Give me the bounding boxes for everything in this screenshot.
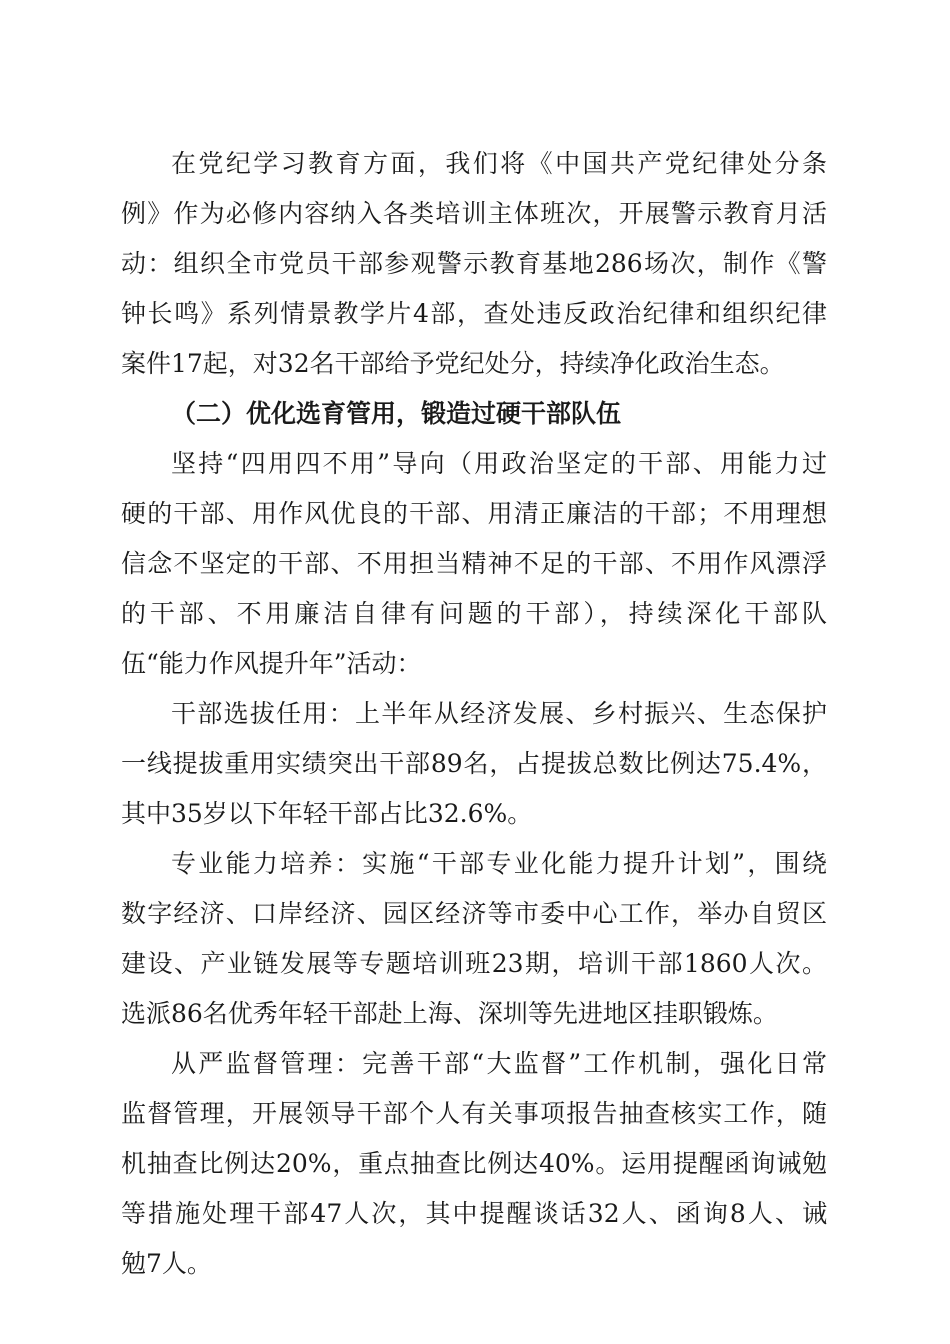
paragraph-2-line-3: 信念不坚定的干部、不用担当精神不足的干部、不用作风漂浮 — [121, 549, 827, 578]
paragraph-4-line-1: 专业能力培养：实施“干部专业化能力提升计划”，围绕 — [171, 849, 827, 878]
paragraph-3-line-2: 一线提拔重用实绩突出干部89名，占提拔总数比例达75.4%， — [121, 749, 827, 778]
paragraph-5-line-3: 机抽查比例达20%，重点抽查比例达40%。运用提醒函询诫勉 — [121, 1149, 827, 1178]
paragraph-4-line-4: 选派86名优秀年轻干部赴上海、深圳等先进地区挂职锻炼。 — [121, 999, 778, 1028]
paragraph-4-line-3: 建设、产业链发展等专题培训班23期，培训干部1860人次。 — [121, 949, 827, 978]
paragraph-1-line-5: 案件17起，对32名干部给予党纪处分，持续净化政治生态。 — [121, 349, 785, 378]
paragraph-5-line-1: 从严监督管理：完善干部“大监督”工作机制，强化日常 — [171, 1049, 827, 1078]
section-heading: （二）优化选育管用，锻造过硬干部队伍 — [171, 399, 622, 428]
paragraph-2-line-4: 的干部、不用廉洁自律有问题的干部），持续深化干部队 — [121, 599, 827, 628]
paragraph-2-line-5: 伍“能力作风提升年”活动： — [121, 649, 422, 678]
paragraph-5-line-2: 监督管理，开展领导干部个人有关事项报告抽查核实工作，随 — [121, 1099, 827, 1128]
paragraph-5-line-5: 勉7人。 — [121, 1249, 212, 1278]
paragraph-5-line-4: 等措施处理干部47人次，其中提醒谈话32人、函询8人、诫 — [121, 1199, 827, 1228]
paragraph-2-line-1: 坚持“四用四不用”导向（用政治坚定的干部、用能力过 — [171, 449, 827, 478]
paragraph-4-line-2: 数字经济、口岸经济、园区经济等市委中心工作，举办自贸区 — [121, 899, 827, 928]
paragraph-3-line-3: 其中35岁以下年轻干部占比32.6%。 — [121, 799, 533, 828]
paragraph-1-line-4: 钟长鸣》系列情景教学片4部，查处违反政治纪律和组织纪律 — [121, 299, 827, 328]
paragraph-3-line-1: 干部选拔任用：上半年从经济发展、乡村振兴、生态保护 — [171, 699, 827, 728]
paragraph-1-line-3: 动：组织全市党员干部参观警示教育基地286场次，制作《警 — [121, 249, 827, 278]
paragraph-1-line-1: 在党纪学习教育方面，我们将《中国共产党纪律处分条 — [171, 149, 827, 178]
paragraph-1-line-2: 例》作为必修内容纳入各类培训主体班次，开展警示教育月活 — [121, 199, 827, 228]
paragraph-2-line-2: 硬的干部、用作风优良的干部、用清正廉洁的干部；不用理想 — [121, 499, 827, 528]
